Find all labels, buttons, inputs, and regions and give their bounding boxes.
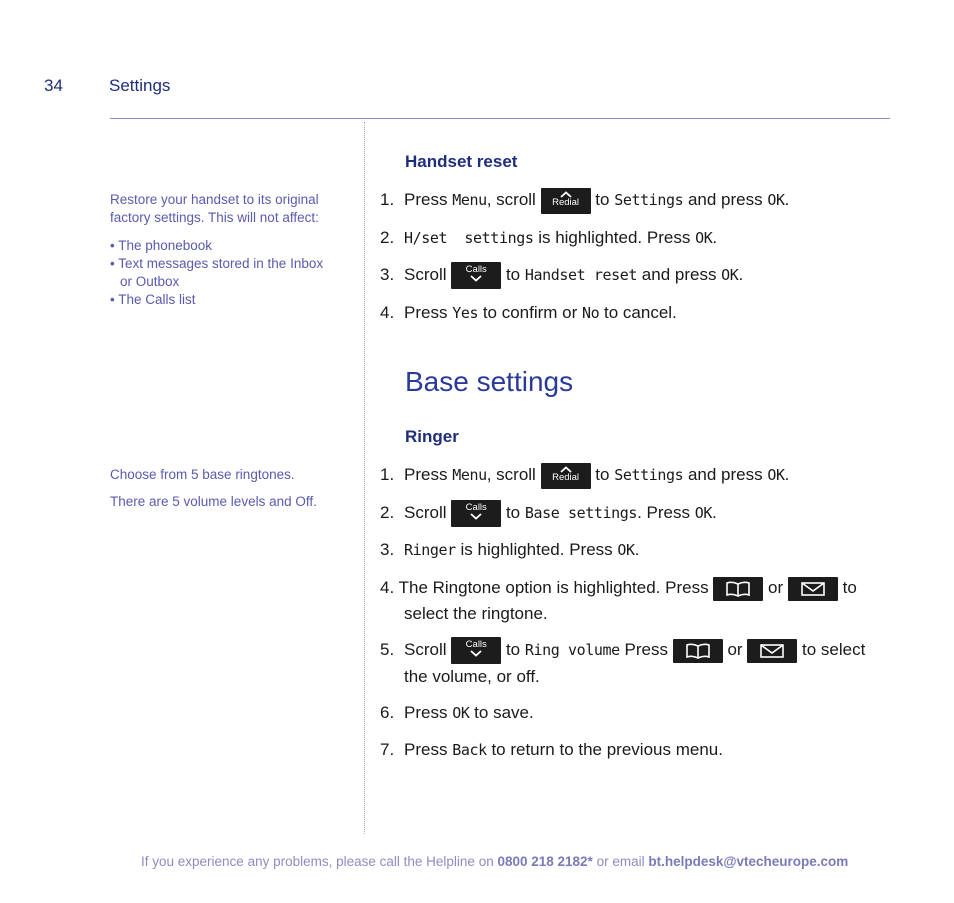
handset-reset-heading: Handset reset xyxy=(405,152,518,171)
chevron-down-icon xyxy=(470,650,482,657)
calls-down-key: Calls xyxy=(451,262,501,289)
redial-up-key: Redial xyxy=(541,463,591,489)
column-divider xyxy=(364,122,365,834)
reset-step-1: 1. Press Menu, scroll Redial to Settings and press OK. xyxy=(380,187,789,214)
list-item: • The Calls list xyxy=(110,292,196,307)
ringer-step-6: 6. Press OK to save. xyxy=(380,703,534,722)
messages-key xyxy=(747,639,797,663)
list-item: • The phonebook xyxy=(110,238,213,253)
helpline-footer: If you experience any problems, please call the Helpline on 0800 218 2182* or email bt.helpdesk@vtecheurope.com xyxy=(141,854,849,869)
ringer-note-1: Choose from 5 base ringtones. xyxy=(110,467,295,482)
list-item: • Text messages stored in the Inbox or Outbox xyxy=(110,256,324,289)
helpline-phone: 0800 218 2182* xyxy=(497,854,593,869)
reset-step-4: 4. Press Yes to confirm or No to cancel. xyxy=(380,303,677,322)
ringer-step-2: 2. Scroll Calls to Base settings. Press OK. xyxy=(380,500,717,527)
ringer-step-5: 5. Scroll Calls to Ring volume Press or to select the volume, or off. xyxy=(380,639,866,687)
helpdesk-email[interactable]: bt.helpdesk@vtecheurope.com xyxy=(648,854,849,869)
calls-down-key: Calls xyxy=(451,500,501,527)
sidebar-reset-note xyxy=(110,191,335,309)
reset-step-3: 3. Scroll Calls to Handset reset and press OK. xyxy=(380,262,743,289)
chevron-down-icon xyxy=(470,275,482,282)
calls-down-key: Calls xyxy=(451,637,501,664)
ringer-step-7: 7. Press Back to return to the previous menu. xyxy=(380,740,723,759)
envelope-icon xyxy=(759,643,785,659)
messages-key xyxy=(788,577,838,601)
chevron-down-icon xyxy=(470,513,482,520)
reset-intro: Restore your handset to its original factory settings. This will not affect: xyxy=(110,192,319,225)
page-number: 34 xyxy=(44,76,63,95)
ringer-step-1: 1. Press Menu, scroll Redial to Settings and press OK. xyxy=(380,462,789,489)
reset-unaffected-list xyxy=(110,237,335,309)
phonebook-key xyxy=(673,639,723,663)
header-rule xyxy=(110,118,890,119)
redial-up-key: Redial xyxy=(541,188,591,214)
phonebook-key xyxy=(713,577,763,601)
ringer-step-4: 4. The Ringtone option is highlighted. Press or to select the ringtone. xyxy=(380,578,857,623)
ringer-step-3: 3. Ringer is highlighted. Press OK. xyxy=(380,540,640,559)
envelope-icon xyxy=(800,581,826,597)
reset-step-2: 2. H/set settings is highlighted. Press OK. xyxy=(380,228,718,247)
book-icon xyxy=(725,581,751,597)
ringer-note-2: There are 5 volume levels and Off. xyxy=(110,494,317,509)
ringer-heading: Ringer xyxy=(405,427,459,446)
section-title: Settings xyxy=(109,76,171,95)
sidebar-ringer-note xyxy=(110,466,335,511)
base-settings-title: Base settings xyxy=(405,366,574,397)
book-icon xyxy=(685,643,711,659)
